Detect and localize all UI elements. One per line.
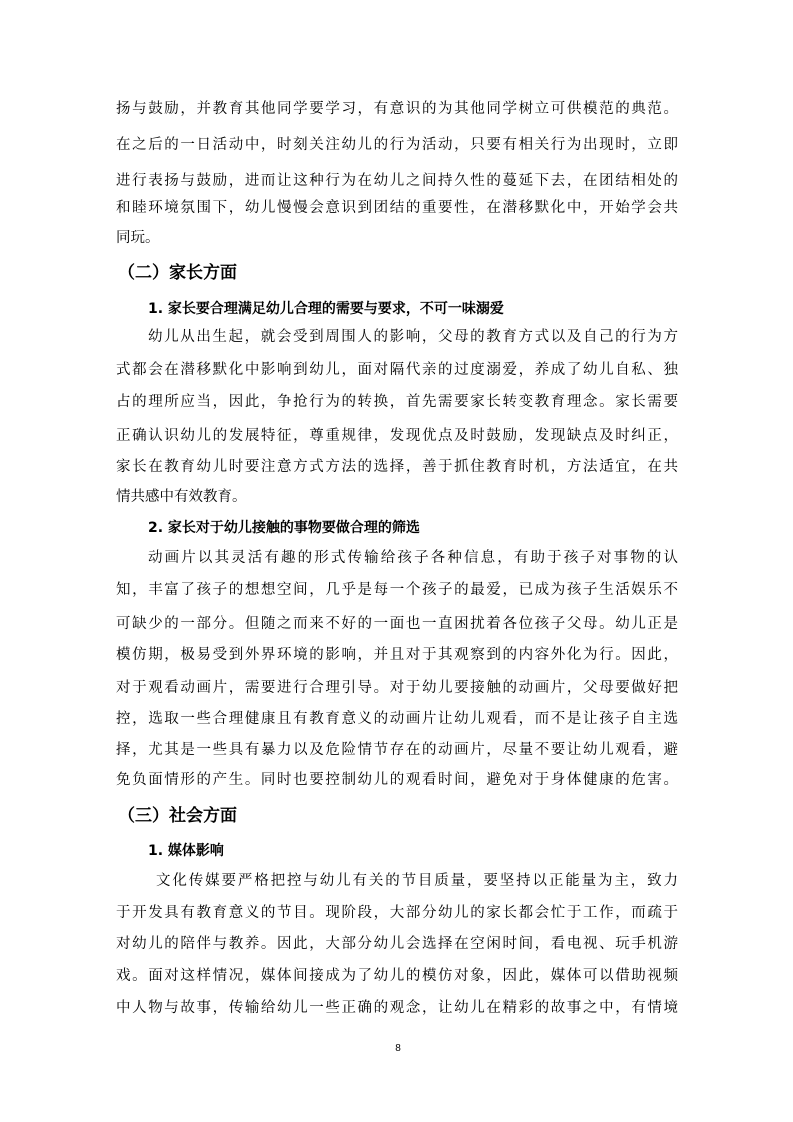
paragraph-line: 模仿期，极易受到外界环境的影响，并且对于其观察到的内容外化为行。因此，	[116, 647, 678, 663]
paragraph-line: 和睦环境氛围下，幼儿慢慢会意识到团结的重要性，在潜移默化中，开始学会共	[116, 200, 678, 216]
paragraph-line: 择，尤其是一些具有暴力以及危险情节存在的动画片，尽量不要让幼儿观看，避	[116, 742, 678, 758]
paragraph-line: 知，丰富了孩子的想想空间，几乎是每一个孩子的最爱，已成为孩子生活娱乐不	[116, 582, 678, 598]
paragraph-line: 控，选取一些合理健康且有教育意义的动画片让幼儿观看，而不是让孩子自主选	[116, 711, 678, 727]
paragraph-line: 可缺少的一部分。但随之而来不好的一面也一直困扰着各位孩子父母。幼儿正是	[116, 616, 678, 632]
paragraph-line: 家长在教育幼儿时要注意方式方法的选择，善于抓住教育时机，方法适宜，在共	[116, 459, 678, 475]
paragraph-line: 正确认识幼儿的发展特征，尊重规律，发现优点及时鼓励，发现缺点及时纠正，	[116, 428, 678, 444]
paragraph-line: 于开发具有教育意义的节目。现阶段，大部分幼儿的家长都会忙于工作，而疏于	[116, 905, 678, 921]
subsection-heading: 2. 家长对于幼儿接触的事物要做合理的筛选	[148, 520, 420, 536]
paragraph-line: 对幼儿的陪伴与教养。因此，大部分幼儿会选择在空闲时间，看电视、玩手机游	[116, 936, 678, 952]
paragraph-line: 进行表扬与鼓励，进而让这种行为在幼儿之间持久性的蔓延下去，在团结相处的	[116, 173, 678, 189]
paragraph-line: 同玩。	[116, 230, 160, 246]
section-heading-parents: （二）家长方面	[118, 263, 237, 283]
paragraph-line: 免负面情形的产生。同时也要控制幼儿的观看时间，避免对于身体健康的危害。	[116, 772, 678, 788]
paragraph-line: 文化传媒要严格把控与幼儿有关的节目质量，要坚持以正能量为主，致力	[156, 873, 678, 889]
paragraph-line: 动画片以其灵活有趣的形式传输给孩子各种信息，有助于孩子对事物的认	[148, 550, 678, 566]
paragraph-line: 情共感中有效教育。	[116, 489, 247, 505]
paragraph-line: 戏。面对这样情况，媒体间接成为了幼儿的模仿对象，因此，媒体可以借助视频	[116, 968, 678, 984]
paragraph-line: 扬与鼓励，并教育其他同学要学习，有意识的为其他同学树立可供模范的典范。	[116, 101, 678, 117]
section-heading-society: （三）社会方面	[118, 806, 237, 826]
paragraph-line: 中人物与故事，传输给幼儿一些正确的观念，让幼儿在精彩的故事之中，有情境	[116, 1000, 678, 1016]
subsection-heading: 1. 家长要合理满足幼儿合理的需要与要求，不可一味溺爱	[148, 301, 504, 317]
paragraph-line: 对于观看动画片，需要进行合理引导。对于幼儿要接触的动画片，父母要做好把	[116, 680, 678, 696]
paragraph-line: 式都会在潜移默化中影响到幼儿，面对隔代亲的过度溺爱，养成了幼儿自私、独	[116, 362, 678, 378]
page-number: 8	[395, 1043, 401, 1054]
paragraph-line: 占的理所应当，因此，争抢行为的转换，首先需要家长转变教育理念。家长需要	[116, 394, 678, 410]
paragraph-line: 幼儿从出生起，就会受到周围人的影响，父母的教育方式以及自己的行为方	[148, 329, 678, 345]
subsection-heading: 1. 媒体影响	[148, 843, 224, 859]
paragraph-line: 在之后的一日活动中，时刻关注幼儿的行为活动，只要有相关行为出现时，立即	[116, 137, 678, 153]
